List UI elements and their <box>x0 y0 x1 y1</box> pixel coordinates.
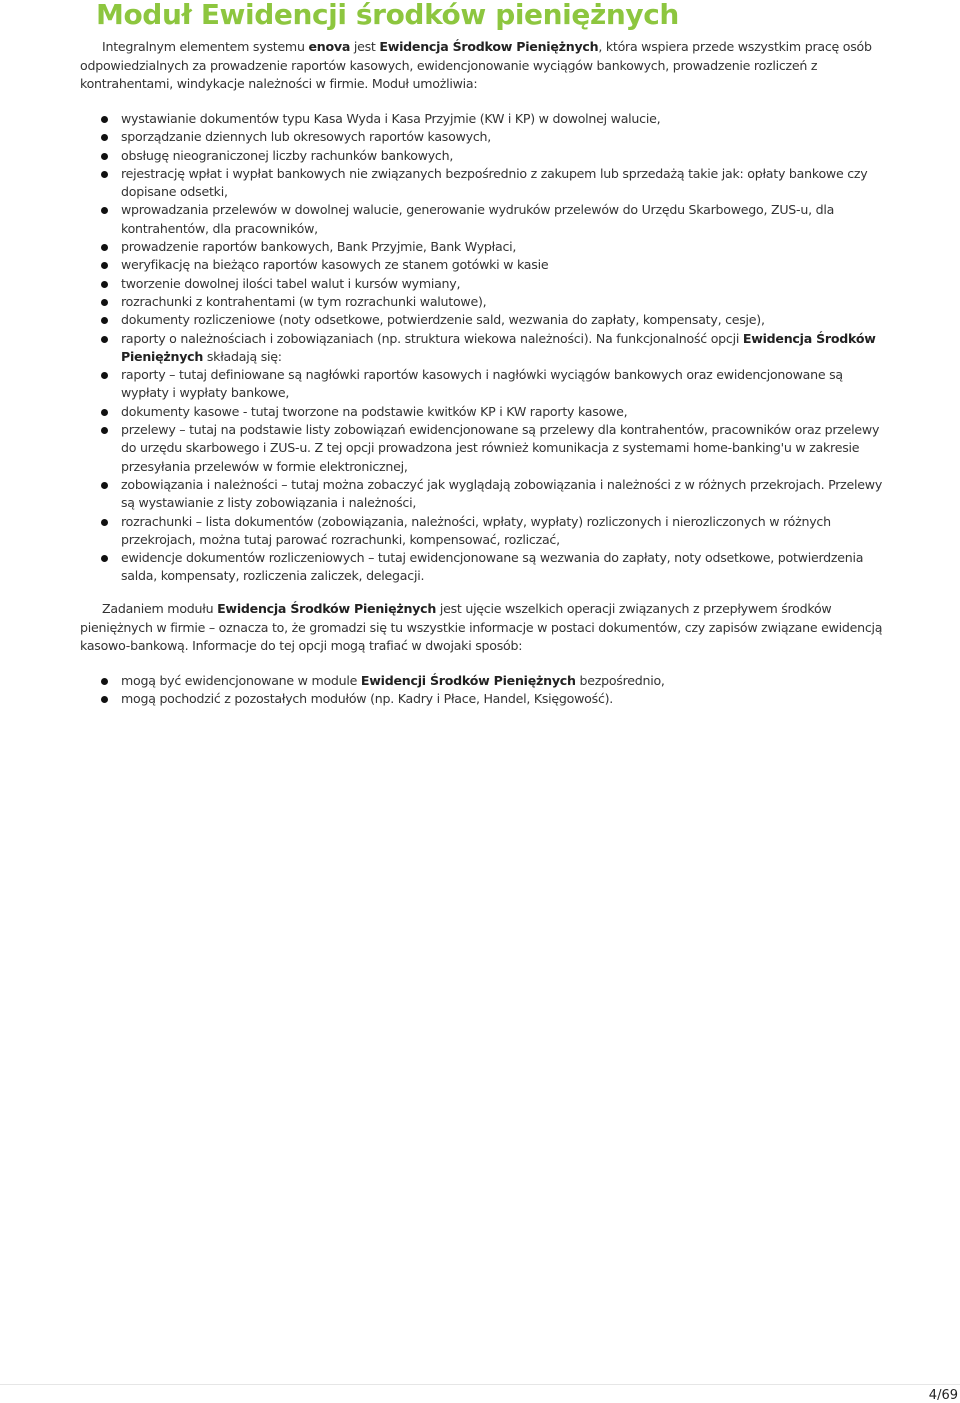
list-item <box>80 128 890 146</box>
list-item <box>80 403 890 421</box>
bullet-icon <box>101 281 108 288</box>
bullet-icon <box>101 555 108 562</box>
list-item-text: prowadzenie raportów bankowych, Bank Przyjmie, Bank Wypłaci, <box>121 239 517 255</box>
feature-list <box>80 110 890 586</box>
bullet-icon <box>101 317 108 324</box>
list-item <box>80 201 890 238</box>
list-item-text: ewidencje dokumentów rozliczeniowych – tutaj ewidencjonowane są wezwania do zapłaty, noty odsetkowe, potwierdzenia salda, kompensaty, rozliczenia zaliczek, delegacji. <box>121 550 864 584</box>
list-item-text: rozrachunki – lista dokumentów (zobowiązania, należności, wpłaty, wypłaty) rozliczonych i nierozliczonych w różnych przekrojach, można tutaj parować rozrachunki, kompensować, rozliczać, <box>121 513 831 547</box>
page-title: Moduł Ewidencji środków pieniężnych <box>96 0 679 31</box>
list-item-text: sporządzanie dziennych lub okresowych raportów kasowych, <box>121 129 491 145</box>
closing-bold-module: Ewidencja Środków Pieniężnych <box>217 601 437 616</box>
intro-text-2: jest <box>350 39 380 54</box>
bullet-icon <box>101 482 108 489</box>
bullet-icon <box>101 244 108 251</box>
bullet-icon <box>101 409 108 416</box>
list-item <box>80 672 890 690</box>
bullet-icon <box>101 116 108 123</box>
list-item <box>80 513 890 550</box>
list-item-text: dokumenty rozliczeniowe (noty odsetkowe, potwierdzenie sald, wezwania do zapłaty, kompensaty, cesje), <box>121 312 765 328</box>
list-item-text: składają się: <box>203 348 282 364</box>
list-item-text: wprowadzania przelewów w dowolnej walucie, generowanie wydruków przelewów do Urzędu Skarbowego, ZUS-u, dla kontrahentów, dla pracowników, <box>121 202 835 236</box>
list-item-bold: Ewidencji Środków Pieniężnych <box>360 673 576 688</box>
list-item <box>80 476 890 513</box>
list-item <box>80 165 890 202</box>
list-item <box>80 690 890 708</box>
bullet-icon <box>101 262 108 269</box>
list-item <box>80 147 890 165</box>
intro-bold-module: Ewidencja Środkow Pieniężnych <box>379 39 599 54</box>
list-item <box>80 311 890 329</box>
list-item-text: bezpośrednio, <box>575 673 665 688</box>
bullet-icon <box>101 153 108 160</box>
closing-text-1: Zadaniem modułu <box>102 601 218 616</box>
intro-text-3: , która wspiera przede wszystkim pracę osób odpowiedzialnych za prowadzenie raportów kasowych, ewidencjonowanie wyciągów bankowych, prowadzenie rozliczeń z kontrahentami, windykacje należności w firmie. Moduł umożliwia: <box>80 39 872 91</box>
bullet-icon <box>101 171 108 178</box>
footer-divider <box>0 1384 960 1385</box>
bullet-icon <box>101 299 108 306</box>
list-item-text: mogą pochodzić z pozostałych modułów (np. Kadry i Płace, Handel, Księgowość). <box>121 691 614 707</box>
list-item-text: weryfikację na bieżąco raportów kasowych ze stanem gotówki w kasie <box>121 257 549 273</box>
bullet-icon <box>101 427 108 434</box>
intro-paragraph <box>80 38 890 94</box>
intro-bold-enova: enova <box>308 39 351 54</box>
list-item-bold: Ewidencja Środków Pieniężnych <box>121 330 876 364</box>
list-item <box>80 110 890 128</box>
sources-list <box>80 672 890 709</box>
bullet-icon <box>101 336 108 343</box>
list-item <box>80 549 890 586</box>
list-item <box>80 366 890 403</box>
bullet-icon <box>101 207 108 214</box>
list-item <box>80 421 890 476</box>
intro-text-1: Integralnym elementem systemu <box>102 39 309 54</box>
bullet-icon <box>101 696 108 703</box>
list-item-text: obsługę nieograniczonej liczby rachunków bankowych, <box>121 147 454 163</box>
bullet-icon <box>101 519 108 526</box>
list-item-text: raporty – tutaj definiowane są nagłówki raportów kasowych i nagłówki wyciągów bankowych oraz ewidencjonowane są wypłaty i wypłaty bankowe, <box>121 367 843 401</box>
list-item <box>80 330 890 367</box>
page-number: 4/69 <box>928 1388 958 1403</box>
list-item-text: raporty o należnościach i zobowiązaniach (np. struktura wiekowa należności). Na funkcjonalność opcji <box>121 330 743 346</box>
bullet-icon <box>101 678 108 685</box>
list-item-text: tworzenie dowolnej ilości tabel walut i kursów wymiany, <box>121 275 461 291</box>
list-item-text: zobowiązania i należności – tutaj można zobaczyć jak wyglądają zobowiązania i należności z w różnych przekrojach. Przelewy są wystawianie z listy zobowiązania i należności, <box>121 476 883 511</box>
list-item-text: mogą być ewidencjonowane w module <box>121 673 361 688</box>
bullet-icon <box>101 134 108 141</box>
bullet-icon <box>101 372 108 379</box>
list-item <box>80 238 890 256</box>
list-item <box>80 256 890 274</box>
closing-paragraph <box>80 600 890 656</box>
list-item-text: wystawianie dokumentów typu Kasa Wyda i Kasa Przyjmie (KW i KP) w dowolnej walucie, <box>121 111 661 126</box>
closing-text-2: jest ujęcie wszelkich operacji związanych z przepływem środków pieniężnych w firmie – oznacza to, że gromadzi się tu wszystkie informacje w postaci dokumentów, czy zapisów związane ewidencją kasowo-bankową. Informacje do tej opcji mogą trafiać w dwojaki sposób: <box>80 601 883 653</box>
list-item-text: rozrachunki z kontrahentami (w tym rozrachunki walutowe), <box>121 293 487 309</box>
list-item-text: przelewy – tutaj na podstawie listy zobowiązań ewidencjonowane są przelewy dla kontrahentów, pracowników oraz przelewy do urzędu skarbowego i ZUS-u. Z tej opcji prowadzona jest również komunikacja z systemami home-banking'u w zakresie przesyłania przelewów w formie elektronicznej, <box>121 422 880 474</box>
list-item-text: dokumenty kasowe - tutaj tworzone na podstawie kwitków KP i KW raporty kasowe, <box>121 403 628 419</box>
list-item <box>80 275 890 293</box>
list-item-text: rejestrację wpłat i wypłat bankowych nie związanych bezpośrednio z zakupem lub sprzedażą takie jak: opłaty bankowe czy dopisane odsetki, <box>121 165 868 200</box>
list-item <box>80 293 890 311</box>
